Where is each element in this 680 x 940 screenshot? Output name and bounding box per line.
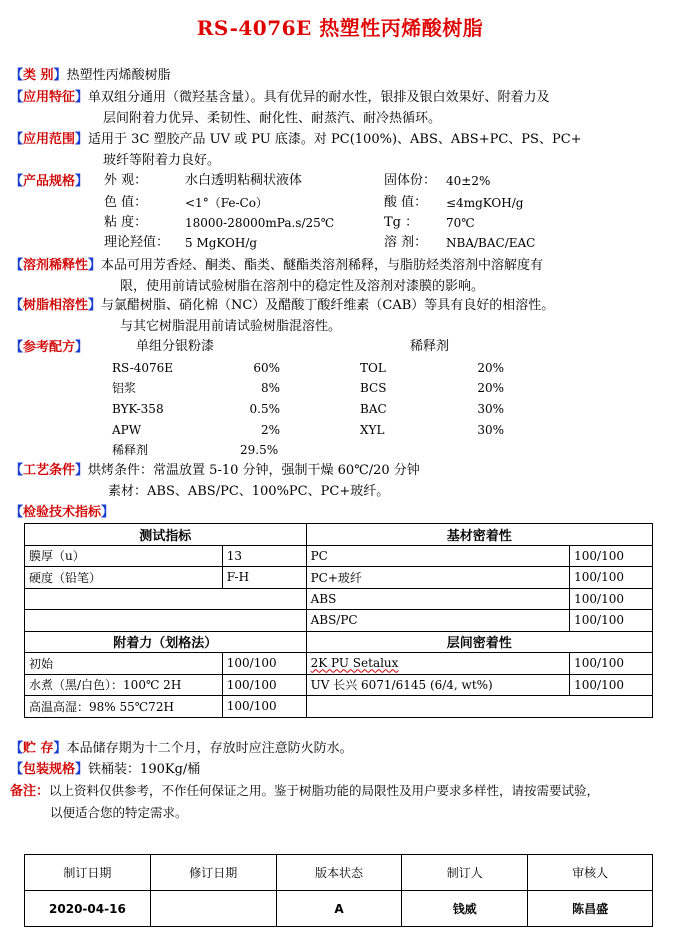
packing-section bbox=[10, 759, 672, 780]
inspection-label: 【检验技术指标】 bbox=[10, 505, 115, 520]
interlayer-name: 2K PU Setalux bbox=[310, 656, 399, 671]
inspection-label-text: 检验技术指标 bbox=[23, 505, 102, 520]
storage-section bbox=[10, 738, 672, 759]
interlayer-header: 层间密着性 bbox=[306, 631, 652, 653]
spec-key: 外 观： bbox=[104, 173, 148, 188]
spec-value: 5 MgKOH/g bbox=[185, 236, 258, 250]
table-cell: PC+玻纤 bbox=[306, 567, 570, 589]
revision-header: 制订日期 bbox=[25, 855, 151, 891]
table-cell: UV 长兴 6071/6145 (6/4, wt%) bbox=[306, 674, 570, 696]
table-row bbox=[25, 653, 653, 675]
note-label: 备注： bbox=[10, 784, 50, 799]
table-cell: 水煮（黑/白色）：100℃ 2H bbox=[25, 674, 223, 696]
scope-line1: 适用于 3C 塑胶产品 UV 或 PU 底漆。对 PC(100%)、ABS、ABS+PC、PS、PC+ bbox=[88, 132, 582, 147]
substrate-header: 基材密着性 bbox=[306, 524, 652, 546]
table-cell: 硬度（铅笔） bbox=[25, 567, 223, 589]
table-cell: ABS/PC bbox=[306, 610, 570, 632]
formula-label-text: 参考配方 bbox=[23, 340, 76, 355]
features-label: 【应用特征】 bbox=[10, 90, 89, 105]
document-title: RS-4076E 热塑性丙烯酸树脂 bbox=[196, 16, 484, 40]
spec-key: 溶 剂： bbox=[384, 235, 428, 250]
table-cell bbox=[306, 653, 570, 675]
scope-label-text: 应用范围 bbox=[23, 132, 76, 147]
table-cell: 初始 bbox=[25, 653, 223, 675]
table-cell: 100/100 bbox=[570, 545, 653, 567]
category-label: 【类 别】 bbox=[10, 68, 67, 83]
dilution-section bbox=[10, 255, 672, 297]
formula-item-value: 30% bbox=[477, 423, 504, 437]
table-row bbox=[25, 855, 653, 891]
formula-item-value: 0.5% bbox=[249, 402, 280, 416]
formula-section bbox=[10, 337, 672, 358]
scope-label: 【应用范围】 bbox=[10, 132, 89, 147]
dilution-line2: 限，使用前请试验树脂在溶剂中的稳定性及溶剂对漆膜的影响。 bbox=[120, 279, 485, 294]
revision-value: A bbox=[276, 891, 402, 927]
category-text: 热塑性丙烯酸树脂 bbox=[66, 68, 171, 83]
table-cell: 100/100 bbox=[222, 653, 306, 675]
category-section bbox=[10, 65, 672, 86]
compat-line2: 与其它树脂混用前请试验树脂混溶性。 bbox=[120, 319, 342, 334]
formula-item-value: 20% bbox=[477, 361, 504, 375]
table-cell bbox=[25, 588, 307, 610]
features-section bbox=[10, 87, 672, 129]
spec-value: <1°（Fe-Co） bbox=[185, 196, 268, 210]
revision-table bbox=[24, 854, 653, 927]
compat-line1: 与氯醋树脂、硝化棉（NC）及醋酸丁酸纤维素（CAB）等具有良好的相溶性。 bbox=[101, 298, 555, 313]
packing-label-text: 包装规格 bbox=[23, 762, 76, 777]
formula-left-title: 单组分银粉漆 bbox=[136, 339, 215, 354]
storage-label-text: 贮 存 bbox=[23, 741, 54, 756]
scope-section bbox=[10, 129, 672, 171]
process-section bbox=[10, 460, 672, 502]
dilution-line1: 本品可用芳香烃、酮类、酯类、醚酯类溶剂稀释，与脂肪烃类溶剂中溶解度有 bbox=[101, 258, 544, 273]
revision-header: 版本状态 bbox=[276, 855, 402, 891]
table-cell: 100/100 bbox=[570, 567, 653, 589]
compat-label-text: 树脂相溶性 bbox=[23, 298, 89, 313]
formula-item-name: 稀释剂 bbox=[112, 443, 149, 457]
inspection-section bbox=[10, 502, 672, 523]
formula-item-value: 30% bbox=[477, 402, 504, 416]
table-row bbox=[25, 696, 653, 718]
formula-right-title: 稀释剂 bbox=[410, 339, 450, 354]
formula-label: 【参考配方】 bbox=[10, 340, 89, 355]
table-cell: 100/100 bbox=[222, 674, 306, 696]
formula-item-name: BAC bbox=[360, 402, 387, 416]
table-cell: F-H bbox=[222, 567, 306, 589]
formula-item-name: XYL bbox=[360, 423, 385, 437]
process-line1: 烘烤条件：常温放置 5-10 分钟，强制干燥 60℃/20 分钟 bbox=[88, 463, 420, 478]
table-cell: 高温高湿：98% 55℃72H bbox=[25, 696, 223, 718]
table-row bbox=[25, 545, 653, 567]
spec-value: 水白透明粘稠状液体 bbox=[185, 173, 303, 188]
specs-label-text: 产品规格 bbox=[23, 174, 76, 189]
revision-value: 2020-04-16 bbox=[25, 891, 151, 927]
process-label: 【工艺条件】 bbox=[10, 463, 89, 478]
formula-item-name: BCS bbox=[360, 381, 387, 395]
packing-label: 【包装规格】 bbox=[10, 762, 89, 777]
formula-item-name: 铝浆 bbox=[112, 381, 137, 395]
process-label-text: 工艺条件 bbox=[23, 463, 76, 478]
spec-value: 40±2% bbox=[446, 174, 491, 188]
table-cell: 100/100 bbox=[570, 674, 653, 696]
spec-key: 酸 值： bbox=[384, 195, 428, 210]
category-label-text: 类 别 bbox=[23, 68, 54, 83]
spec-value: NBA/BAC/EAC bbox=[446, 236, 536, 250]
table-row bbox=[25, 674, 653, 696]
inspection-table bbox=[24, 523, 653, 718]
formula-item-value: 8% bbox=[260, 381, 280, 395]
formula-item-name: BYK-358 bbox=[112, 402, 164, 416]
features-line2: 层间附着力优异、柔韧性、耐化性、耐蒸汽、耐冷热循环。 bbox=[103, 111, 442, 126]
dilution-label-text: 溶剂稀释性 bbox=[23, 258, 89, 273]
adhesion-header: 附着力（划格法） bbox=[25, 631, 307, 653]
table-cell bbox=[306, 696, 652, 718]
table-cell: 膜厚（u） bbox=[25, 545, 223, 567]
table-cell: ABS bbox=[306, 588, 570, 610]
spec-value: 70℃ bbox=[446, 216, 475, 230]
note-line1: 以上资料仅供参考，不作任何保证之用。鉴于树脂功能的局限性及用户要求多样性，请按需要试验， bbox=[49, 783, 600, 798]
revision-value bbox=[150, 891, 276, 927]
features-line1: 单双组分通用（微羟基含量）。具有优异的耐水性，银排及银白效果好、附着力及 bbox=[88, 90, 550, 105]
spec-key: 理论羟值： bbox=[104, 235, 170, 250]
table-cell: 100/100 bbox=[222, 696, 306, 718]
table-cell: 100/100 bbox=[570, 610, 653, 632]
formula-item-name: APW bbox=[112, 423, 142, 437]
table-row bbox=[25, 891, 653, 927]
table-row bbox=[25, 588, 653, 610]
spec-key: 粘 度： bbox=[104, 215, 148, 230]
features-label-text: 应用特征 bbox=[23, 90, 76, 105]
compat-section bbox=[10, 295, 672, 337]
note-line2: 以便适合您的特定需求。 bbox=[50, 805, 188, 820]
storage-text: 本品储存期为十二个月，存放时应注意防火防水。 bbox=[66, 741, 353, 756]
spec-value: ≤4mgKOH/g bbox=[446, 196, 524, 210]
table-cell bbox=[25, 610, 307, 632]
revision-header: 制订人 bbox=[402, 855, 528, 891]
spec-key: 固体份： bbox=[384, 173, 437, 188]
table-row bbox=[25, 524, 653, 546]
table-row bbox=[25, 631, 653, 653]
formula-item-value: 2% bbox=[260, 423, 280, 437]
test-header: 测试指标 bbox=[25, 524, 307, 546]
formula-item-value: 60% bbox=[253, 361, 280, 375]
formula-item-name: RS-4076E bbox=[112, 361, 174, 375]
process-line2: 素材：ABS、ABS/PC、100%PC、PC+玻纤。 bbox=[108, 484, 390, 499]
table-cell: PC bbox=[306, 545, 570, 567]
table-cell: 100/100 bbox=[570, 653, 653, 675]
formula-item-value: 29.5% bbox=[240, 443, 279, 457]
scope-line2: 玻纤等附着力良好。 bbox=[103, 153, 221, 168]
table-cell: 13 bbox=[222, 545, 306, 567]
table-row bbox=[25, 610, 653, 632]
revision-value: 钱威 bbox=[402, 891, 528, 927]
table-cell: 100/100 bbox=[570, 588, 653, 610]
note-section bbox=[10, 780, 672, 823]
packing-text: 铁桶装：190Kg/桶 bbox=[88, 762, 201, 777]
spec-value: 18000-28000mPa.s/25℃ bbox=[185, 216, 335, 230]
spec-key: 色 值： bbox=[104, 195, 148, 210]
storage-label: 【贮 存】 bbox=[10, 741, 67, 756]
formula-item-name: TOL bbox=[360, 361, 386, 375]
dilution-label: 【溶剂稀释性】 bbox=[10, 258, 102, 273]
specs-label: 【产品规格】 bbox=[10, 174, 89, 189]
revision-value: 陈昌盛 bbox=[528, 891, 653, 927]
spec-key: Tg ： bbox=[384, 215, 419, 230]
formula-item-value: 20% bbox=[477, 381, 504, 395]
revision-header: 审核人 bbox=[528, 855, 653, 891]
revision-header: 修订日期 bbox=[150, 855, 276, 891]
table-row bbox=[25, 567, 653, 589]
compat-label: 【树脂相溶性】 bbox=[10, 298, 102, 313]
